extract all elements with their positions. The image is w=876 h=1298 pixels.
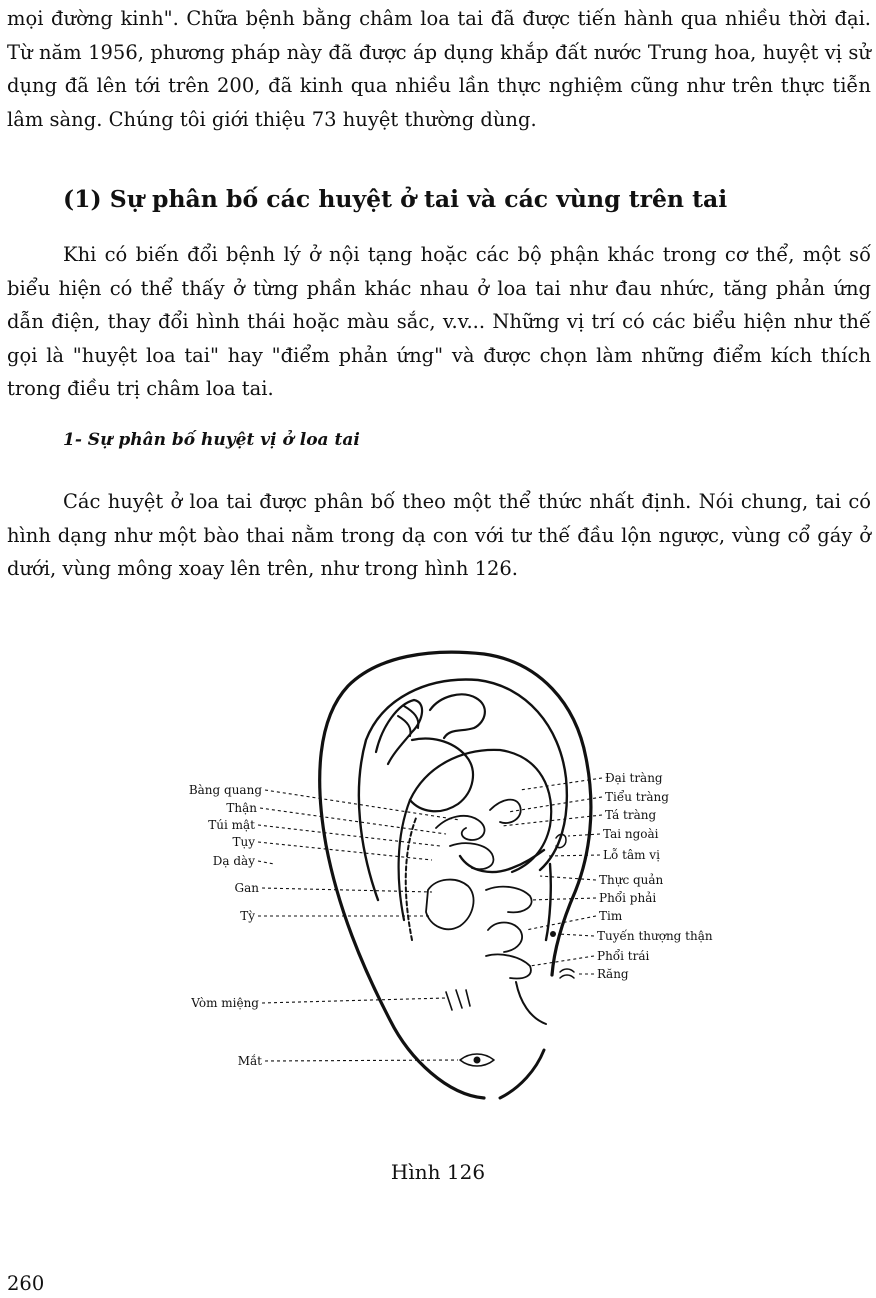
label-phoi-trai: Phổi trái [597, 949, 650, 963]
fetus-hand [398, 706, 418, 736]
tragus-line [546, 864, 551, 940]
label-tuy: Tụy [232, 835, 255, 849]
intro-paragraph: mọi đường kinh". Chữa bệnh bằng châm loa tai đã được tiến hành qua nhiều thời đại. Từ năm 1956, phương pháp này đã được áp dụng khắp đất nước Trung hoa, huyệt vị sử dụng đã lên tới trên 200, đã kinh qua nhiều lần thực nghiệm cũng như trên thực tiễn lâm sàng. Chúng tôi giới thiệu 73 huyệt thường dùng. [7, 7, 871, 131]
fetus-body [410, 739, 473, 812]
ear-lobe-edge [500, 1050, 544, 1098]
label-ty: Tỳ [240, 909, 255, 923]
label-dai-trang: Đại tràng [605, 771, 663, 785]
label-gan: Gan [234, 881, 259, 895]
label-mat: Mắt [237, 1054, 262, 1068]
label-vom-mieng: Vòm miệng [191, 996, 259, 1010]
label-tui-mat: Túi mật [208, 818, 255, 832]
lung-right [486, 887, 532, 913]
fetus-arm [376, 700, 422, 764]
label-ta-trang: Tá tràng [605, 808, 657, 822]
label-lo-tam-vi: Lỗ tâm vị [603, 848, 660, 862]
body-paragraph-1: Khi có biến đổi bệnh lý ở nội tạng hoặc các bộ phận khác trong cơ thể, một số biểu hiện có thể thấy ở từng phần khác nhau ở loa tai như đau nhức, tăng phản ứng dẫn điện, thay đổi hình thái hoặc màu sắc, v.v... Những vị trí có các biểu hiện như thế gọi là "huyệt loa tai" hay "điểm phản ứng" và được chọn làm những điểm kích thích trong điều trị châm loa tai. [7, 243, 871, 400]
label-phoi-phai: Phổi phải [599, 891, 657, 905]
label-tuyen-thuong-than: Tuyến thượng thận [597, 929, 713, 943]
page-number: 260 [7, 1272, 45, 1295]
label-rang: Răng [597, 967, 629, 981]
label-bang-quang: Bàng quang [188, 783, 262, 797]
label-tim: Tim [599, 909, 623, 923]
helix-inner [359, 680, 567, 900]
figure-caption: Hình 126 [390, 1160, 486, 1184]
palate-marks [446, 990, 470, 1010]
lower-lobe-line [516, 982, 546, 1024]
fetus-foot [430, 694, 485, 738]
antihelix-dashed [406, 818, 416, 940]
subsection-heading: 1- Sự phân bố huyệt vị ở loa tai [63, 430, 360, 450]
intestine-coils [436, 800, 521, 870]
section-heading: (1) Sự phân bố các huyệt ở tai và các vùng trên tai [63, 185, 728, 213]
heart-shape [488, 923, 522, 953]
label-tai-ngoai: Tai ngoài [603, 827, 659, 841]
label-tieu-trang: Tiểu tràng [605, 790, 669, 804]
lung-left [486, 954, 531, 978]
body-paragraph-2: Các huyệt ở loa tai được phân bố theo một thể thức nhất định. Nói chung, tai có hình dạng như một bào thai nằm trong dạ con với tư thế đầu lộn ngược, vùng cổ gáy ở dưới, vùng mông xoay lên trên, như trong hình 126. [7, 490, 871, 580]
label-than: Thận [226, 801, 257, 815]
label-da-day: Dạ dày [212, 854, 255, 868]
concha-lower [426, 880, 474, 930]
ear-acupoint-figure [0, 640, 876, 1120]
label-thuc-quan: Thực quản [599, 873, 664, 887]
tooth-symbol [560, 969, 574, 978]
